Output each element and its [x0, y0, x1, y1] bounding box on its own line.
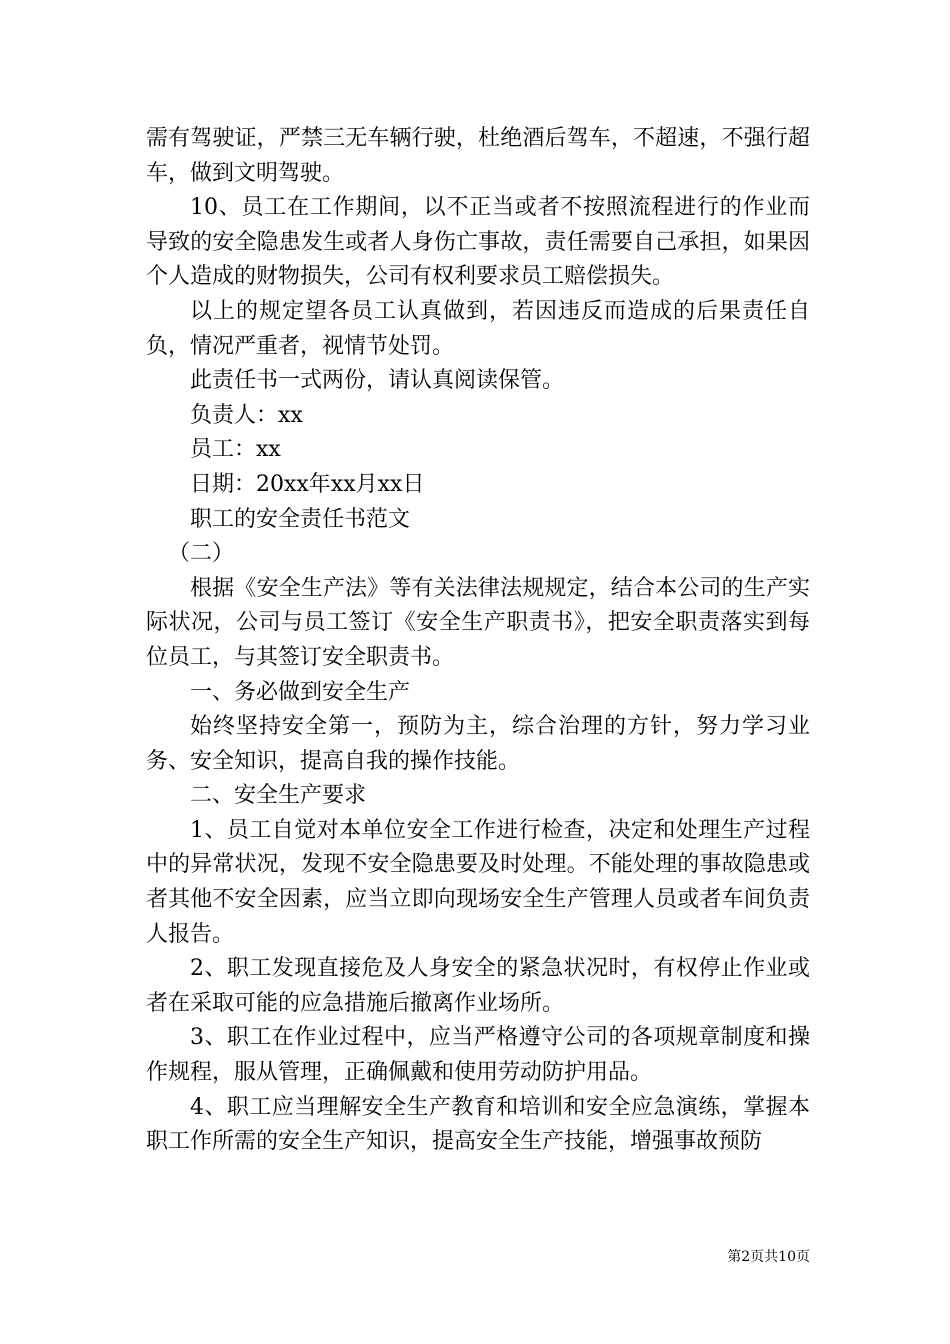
paragraph-copies: 此责任书一式两份，请认真阅读保管。: [190, 368, 565, 394]
paragraph-req-3: 3、职工在作业过程中，应当严格遵守公司的各项规章制度和操作规程，服从管理，正确佩戴和使用劳动防护用品。: [146, 1025, 810, 1086]
heading-one: 一、务必做到安全生产: [190, 679, 411, 705]
document-body: [146, 122, 810, 1160]
paragraph-compliance: 以上的规定望各员工认真做到，若因违反而造成的后果责任自负，情况严重者，视情节处罚。: [146, 298, 810, 359]
paragraph-driving: 需有驾驶证，严禁三无车辆行驶，杜绝酒后驾车，不超速，不强行超车，做到文明驾驶。: [146, 126, 810, 186]
section-title: 职工的安全责任书范文: [190, 506, 411, 532]
page-number: 第2页共10页: [727, 1249, 810, 1265]
paragraph-intro: 根据《安全生产法》等有关法律法规规定，结合本公司的生产实际状况，公司与员工签订《安全生产职责书》，把安全职责落实到每位员工，与其签订安全职责书。: [146, 575, 810, 670]
paragraph-item-10: 10、员工在工作期间，以不正当或者不按照流程进行的作业而导致的安全隐患发生或者人身伤亡事故，责任需要自己承担，如果因个人造成的财物损失，公司有权利要求员工赔偿损失。: [146, 195, 810, 290]
section-number: （二）: [168, 541, 235, 567]
signature-date: 日期：20xx年xx月xx日: [190, 471, 425, 497]
heading-two: 二、安全生产要求: [190, 783, 367, 809]
paragraph-req-4: 4、职工应当理解安全生产教育和培训和安全应急演练，掌握本职工作所需的安全生产知识，提高安全生产技能，增强事故预防: [146, 1094, 810, 1155]
paragraph-req-1: 1、员工自觉对本单位安全工作进行检查，决定和处理生产过程中的异常状况，发现不安全隐患要及时处理。不能处理的事故隐患或者其他不安全因素，应当立即向现场安全生产管理人员或者车间负责人报告。: [146, 817, 810, 947]
paragraph-principle: 始终坚持安全第一，预防为主，综合治理的方针，努力学习业务、安全知识，提高自我的操作技能。: [146, 714, 810, 774]
signature-manager: 负责人：xx: [190, 402, 303, 428]
paragraph-req-2: 2、职工发现直接危及人身安全的紧急状况时，有权停止作业或者在采取可能的应急措施后撤离作业场所。: [146, 956, 810, 1016]
signature-employee: 员工：xx: [190, 437, 281, 463]
